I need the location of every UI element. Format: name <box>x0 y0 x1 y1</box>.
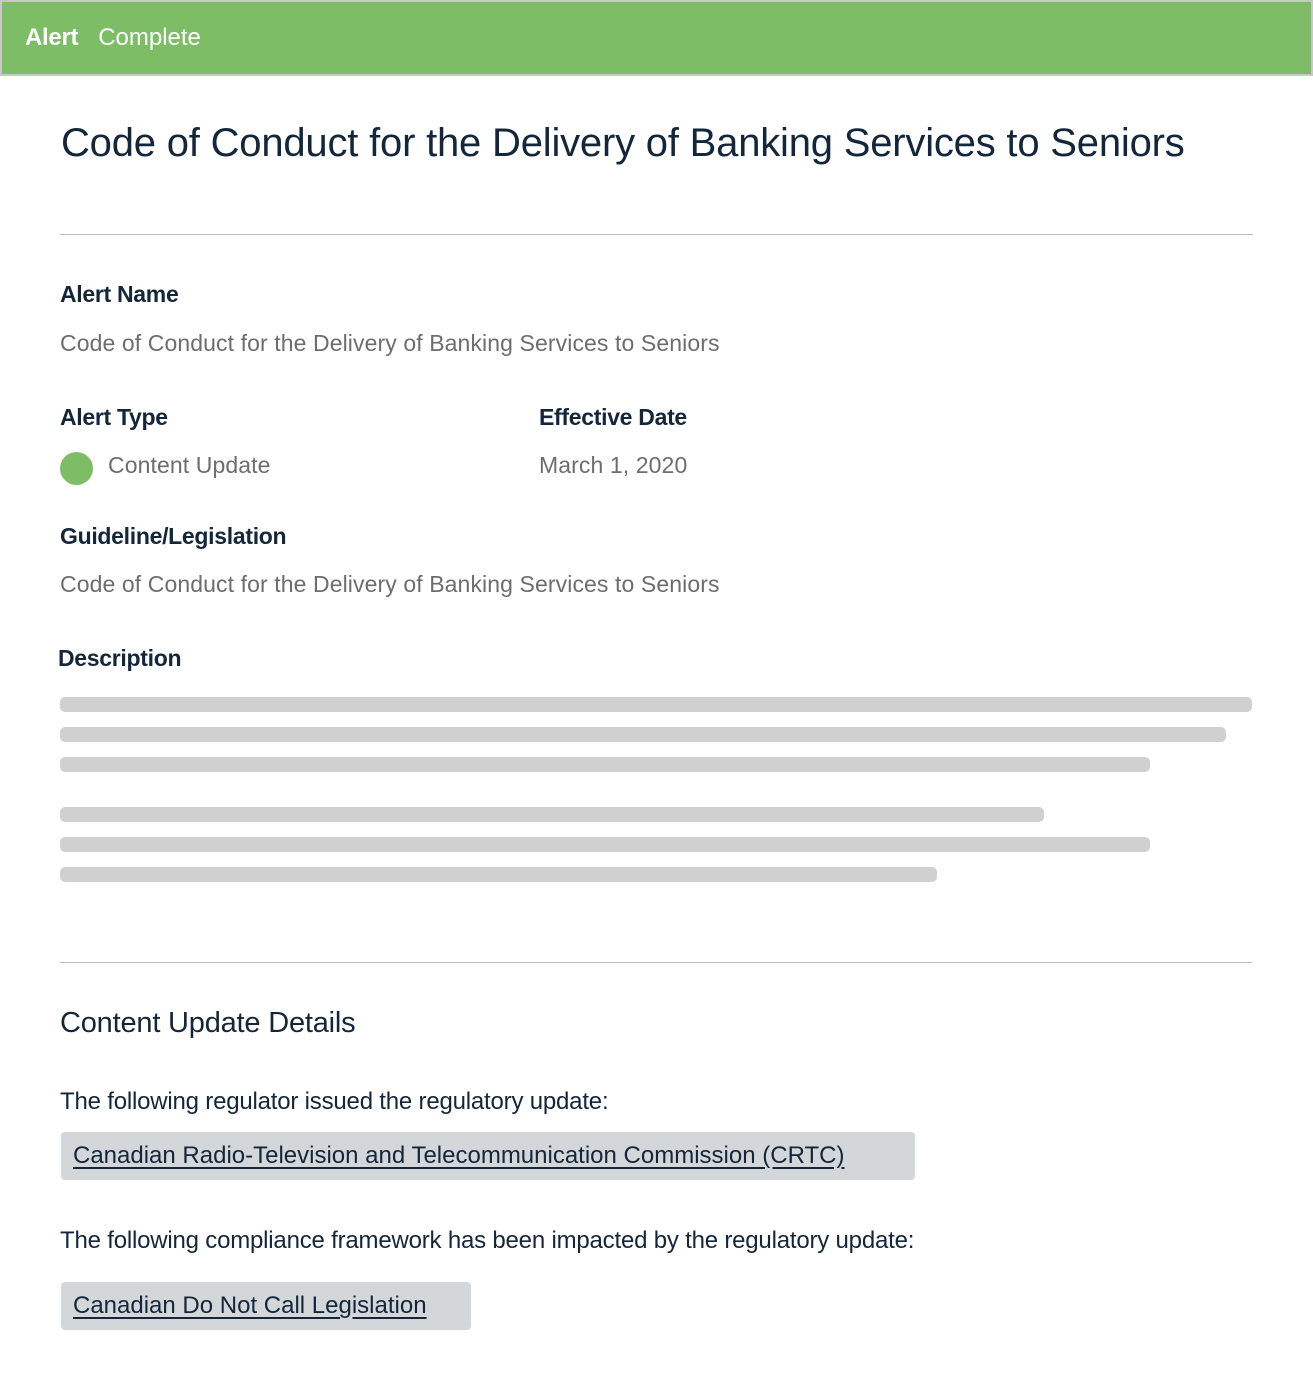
guideline-label: Guideline/Legislation <box>60 523 287 549</box>
regulator-chip[interactable] <box>61 1132 915 1180</box>
skeleton-line <box>60 757 1150 772</box>
page-title: Code of Conduct for the Delivery of Banking Services to Seniors <box>61 121 1185 165</box>
skeleton-line <box>60 837 1150 852</box>
framework-sentence: The following compliance framework has been impacted by the regulatory update: <box>60 1227 915 1254</box>
regulator-link[interactable]: Canadian Radio-Television and Telecommunication Commission (CRTC) <box>73 1142 845 1169</box>
skeleton-line <box>60 697 1252 712</box>
banner-title: Alert <box>25 24 79 51</box>
skeleton-line <box>60 727 1226 742</box>
effective-date-label: Effective Date <box>539 404 687 430</box>
alert-status-banner <box>0 0 1313 76</box>
skeleton-line <box>60 867 937 882</box>
alert-type-value: Content Update <box>108 452 271 478</box>
skeleton-line <box>60 807 1044 822</box>
alert-type-indicator-icon <box>60 452 93 485</box>
alert-name-value: Code of Conduct for the Delivery of Banking Services to Seniors <box>60 330 720 356</box>
guideline-value: Code of Conduct for the Delivery of Banking Services to Seniors <box>60 571 720 597</box>
regulator-sentence: The following regulator issued the regulatory update: <box>60 1088 609 1115</box>
effective-date-value: March 1, 2020 <box>539 452 688 478</box>
framework-link[interactable]: Canadian Do Not Call Legislation <box>73 1292 427 1319</box>
section-divider <box>60 962 1252 963</box>
description-label: Description <box>58 645 182 671</box>
alert-name-label: Alert Name <box>60 281 179 307</box>
alert-type-label: Alert Type <box>60 404 168 430</box>
banner-status: Complete <box>98 24 201 51</box>
details-section-title: Content Update Details <box>60 1007 356 1039</box>
title-divider <box>60 234 1253 235</box>
framework-chip[interactable] <box>61 1282 471 1330</box>
